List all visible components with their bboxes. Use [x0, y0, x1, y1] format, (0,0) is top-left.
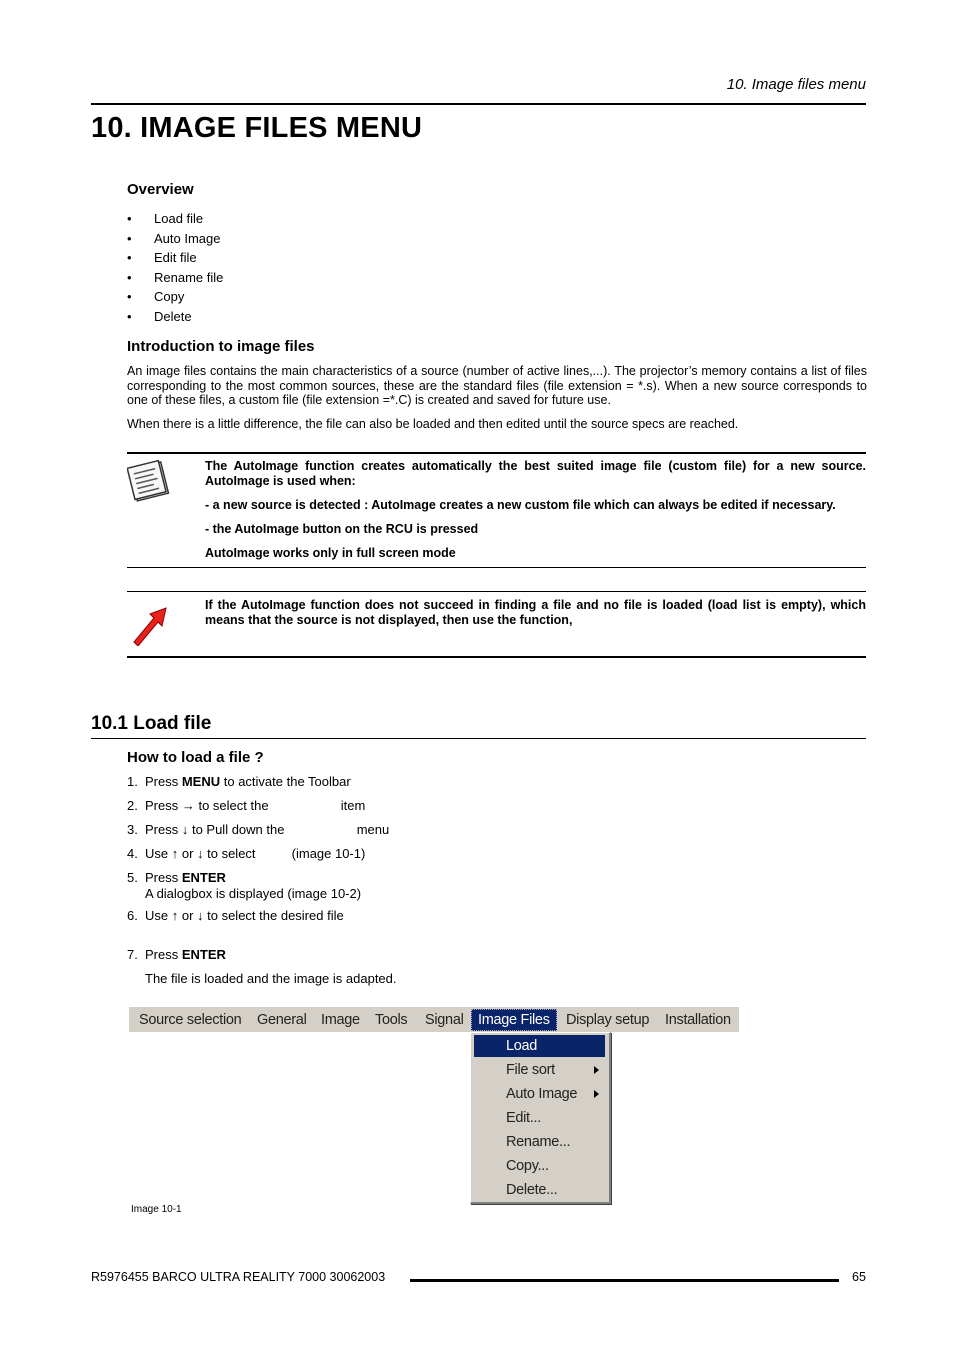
overview-item: • Rename file	[127, 269, 223, 289]
dropdown-item-delete[interactable]: Delete...	[506, 1182, 558, 1198]
notepad-icon	[127, 459, 175, 503]
section-title: 10.1 Load file	[91, 713, 212, 734]
menu-source-selection[interactable]: Source selection	[139, 1012, 242, 1028]
menu-display-setup[interactable]: Display setup	[566, 1012, 650, 1028]
step-item: 1. Press MENU to activate the Toolbar	[127, 774, 351, 789]
red-arrow-icon	[130, 604, 170, 646]
note1-line-4: AutoImage works only in full screen mode	[205, 546, 456, 560]
step-item: 2. Press → to select the item	[127, 798, 366, 813]
step-item: 6. Use ↑ or ↓ to select the desired file	[127, 908, 344, 923]
image-files-dropdown	[470, 1032, 611, 1204]
menu-image-files[interactable]: Image Files	[471, 1009, 557, 1031]
chapter-title: 10. IMAGE FILES MENU	[91, 112, 423, 144]
menu-bar	[129, 1007, 739, 1032]
howto-heading: How to load a file ?	[127, 749, 264, 766]
overview-list	[127, 210, 223, 327]
menu-image[interactable]: Image	[321, 1012, 360, 1028]
image-caption: Image 10-1	[131, 1204, 182, 1215]
step-item: 3. Press ↓ to Pull down the menu	[127, 822, 390, 837]
footer-rule	[410, 1279, 839, 1282]
step-result: The file is loaded and the image is adapted.	[145, 971, 397, 986]
dropdown-item-edit[interactable]: Edit...	[506, 1110, 541, 1126]
step-item: 4. Use ↑ or ↓ to select (image 10-1)	[127, 846, 366, 861]
note2-bottom-rule	[127, 656, 866, 658]
note1-line-2: - a new source is detected : AutoImage creates a new custom file which can always be edited if necessary.	[205, 498, 836, 512]
menu-general[interactable]: General	[257, 1012, 307, 1028]
dropdown-item-file-sort[interactable]: File sort	[474, 1059, 605, 1081]
step-item: 7. Press ENTER	[127, 947, 226, 962]
overview-item: • Edit file	[127, 249, 223, 269]
overview-item: • Delete	[127, 308, 223, 328]
overview-item: • Copy	[127, 288, 223, 308]
note1-top-rule	[127, 452, 866, 454]
footer-text: R5976455 BARCO ULTRA REALITY 7000 30062003	[91, 1270, 386, 1284]
section-rule	[91, 738, 866, 739]
page-number: 65	[852, 1270, 866, 1284]
dropdown-item-load[interactable]: Load	[474, 1035, 605, 1057]
overview-item: • Load file	[127, 210, 223, 230]
dropdown-item-rename[interactable]: Rename...	[506, 1134, 571, 1150]
menu-installation[interactable]: Installation	[665, 1012, 731, 1028]
intro-paragraph-2: When there is a little difference, the file can also be loaded and then edited until the source specs are reached.	[127, 417, 739, 431]
note1-line-1: The AutoImage function creates automatically the best suited image file (custom file) for a new source. AutoImage is used when:	[205, 459, 866, 488]
running-head: 10. Image files menu	[726, 76, 866, 93]
note2-top-rule	[127, 591, 866, 592]
submenu-arrow-icon	[594, 1090, 599, 1098]
step-item: 5. Press ENTER A dialogbox is displayed (image 10-2)	[127, 870, 362, 901]
note2-text: If the AutoImage function does not succeed in finding a file and no file is loaded (load list is empty), which means that the source is not displayed, then use the function,	[205, 598, 866, 627]
note1-bottom-rule	[127, 567, 866, 568]
step-detail: A dialogbox is displayed (image 10-2)	[145, 886, 362, 901]
header-rule	[91, 103, 866, 105]
intro-paragraph-1: An image files contains the main characteristics of a source (number of active lines,...). The projector’s memory contains a list of files corresponding to the most common sources, these are the standard files (file extension = *.s). When a new source corresponds to one of these files, a custom file (file extension =*.C) is created and saved for future use.	[127, 364, 867, 407]
overview-heading: Overview	[127, 181, 194, 198]
note1-line-3: - the AutoImage button on the RCU is pressed	[205, 522, 479, 536]
dropdown-item-auto-image[interactable]: Auto Image	[474, 1083, 605, 1105]
menu-tools[interactable]: Tools	[375, 1012, 408, 1028]
menu-signal[interactable]: Signal	[425, 1012, 464, 1028]
submenu-arrow-icon	[594, 1066, 599, 1074]
intro-heading: Introduction to image files	[127, 338, 315, 355]
overview-item: • Auto Image	[127, 230, 223, 250]
dropdown-item-copy[interactable]: Copy...	[506, 1158, 549, 1174]
